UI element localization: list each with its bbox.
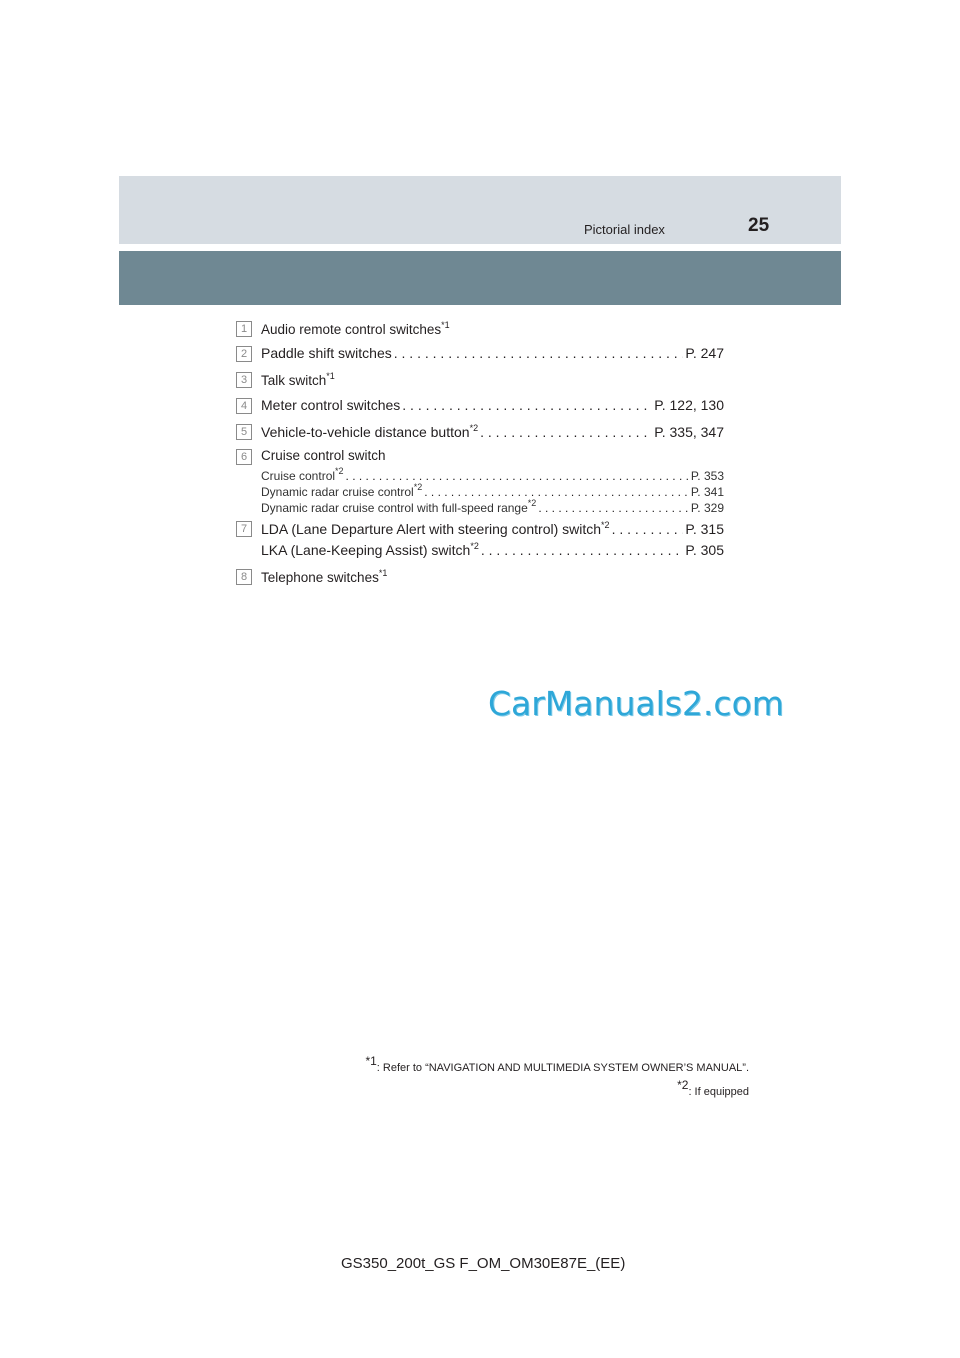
sub-item-label: Dynamic radar cruise control with full-speed range$^{*2}$ — [261, 498, 537, 515]
footnote-2: $^{*2}$: If equipped — [677, 1078, 749, 1098]
item-label: Paddle shift switches — [261, 345, 392, 361]
item-label: Talk switch$^{*1}$ — [261, 371, 335, 388]
item-number-badge: 7 — [236, 521, 252, 537]
footnote-1: $^{*1}$: Refer to “NAVIGATION AND MULTIMEDIA SYSTEM OWNER’S MANUAL”. — [365, 1054, 749, 1074]
page-ref[interactable]: P. 122, 130 — [654, 397, 724, 413]
item-label: Vehicle-to-vehicle distance button$^{*2}$ — [261, 423, 479, 440]
leader-dots — [394, 345, 684, 361]
page-number: 25 — [748, 215, 770, 236]
leader-dots — [538, 501, 689, 515]
leader-dots — [481, 542, 683, 558]
section-title: Pictorial index — [584, 222, 665, 237]
item-label: Cruise control switch — [261, 448, 386, 463]
item-number-badge: 1 — [236, 321, 252, 337]
item-label: LDA (Lane Departure Alert with steering control) switch$^{*2}$ — [261, 520, 610, 537]
leader-dots — [480, 424, 652, 440]
item-label: Meter control switches — [261, 397, 401, 413]
page-ref[interactable]: P. 305 — [685, 542, 724, 558]
item-number-badge: 5 — [236, 424, 252, 440]
page-ref[interactable]: P. 329 — [690, 501, 724, 515]
leader-dots — [424, 485, 689, 499]
item-number-badge: 3 — [236, 372, 252, 388]
item-number-badge: 4 — [236, 398, 252, 414]
document-code: GS350_200t_GS F_OM_OM30E87E_(EE) — [341, 1255, 626, 1272]
sub-item-label: Dynamic radar cruise control$^{*2}$ — [261, 482, 423, 499]
page-ref[interactable]: P. 341 — [690, 485, 724, 499]
item-number-badge: 6 — [236, 449, 252, 465]
section-band — [119, 251, 841, 305]
item-label: Audio remote control switches$^{*1}$ — [261, 320, 450, 337]
page-ref[interactable]: P. 315 — [685, 521, 724, 537]
item-label: Telephone switches$^{*1}$ — [261, 568, 388, 585]
item-label: LKA (Lane-Keeping Assist) switch$^{*2}$ — [261, 541, 479, 558]
page-ref[interactable]: P. 247 — [685, 345, 724, 361]
item-number-badge: 8 — [236, 569, 252, 585]
leader-dots — [612, 521, 684, 537]
item-number-badge: 2 — [236, 346, 252, 362]
page-ref[interactable]: P. 335, 347 — [654, 424, 724, 440]
sub-item-label: Cruise control$^{*2}$ — [261, 466, 344, 483]
leader-dots — [346, 469, 689, 483]
watermark: CarManuals2.com — [488, 684, 784, 723]
page-ref[interactable]: P. 353 — [690, 469, 724, 483]
header-band — [119, 176, 841, 244]
leader-dots — [402, 397, 652, 413]
